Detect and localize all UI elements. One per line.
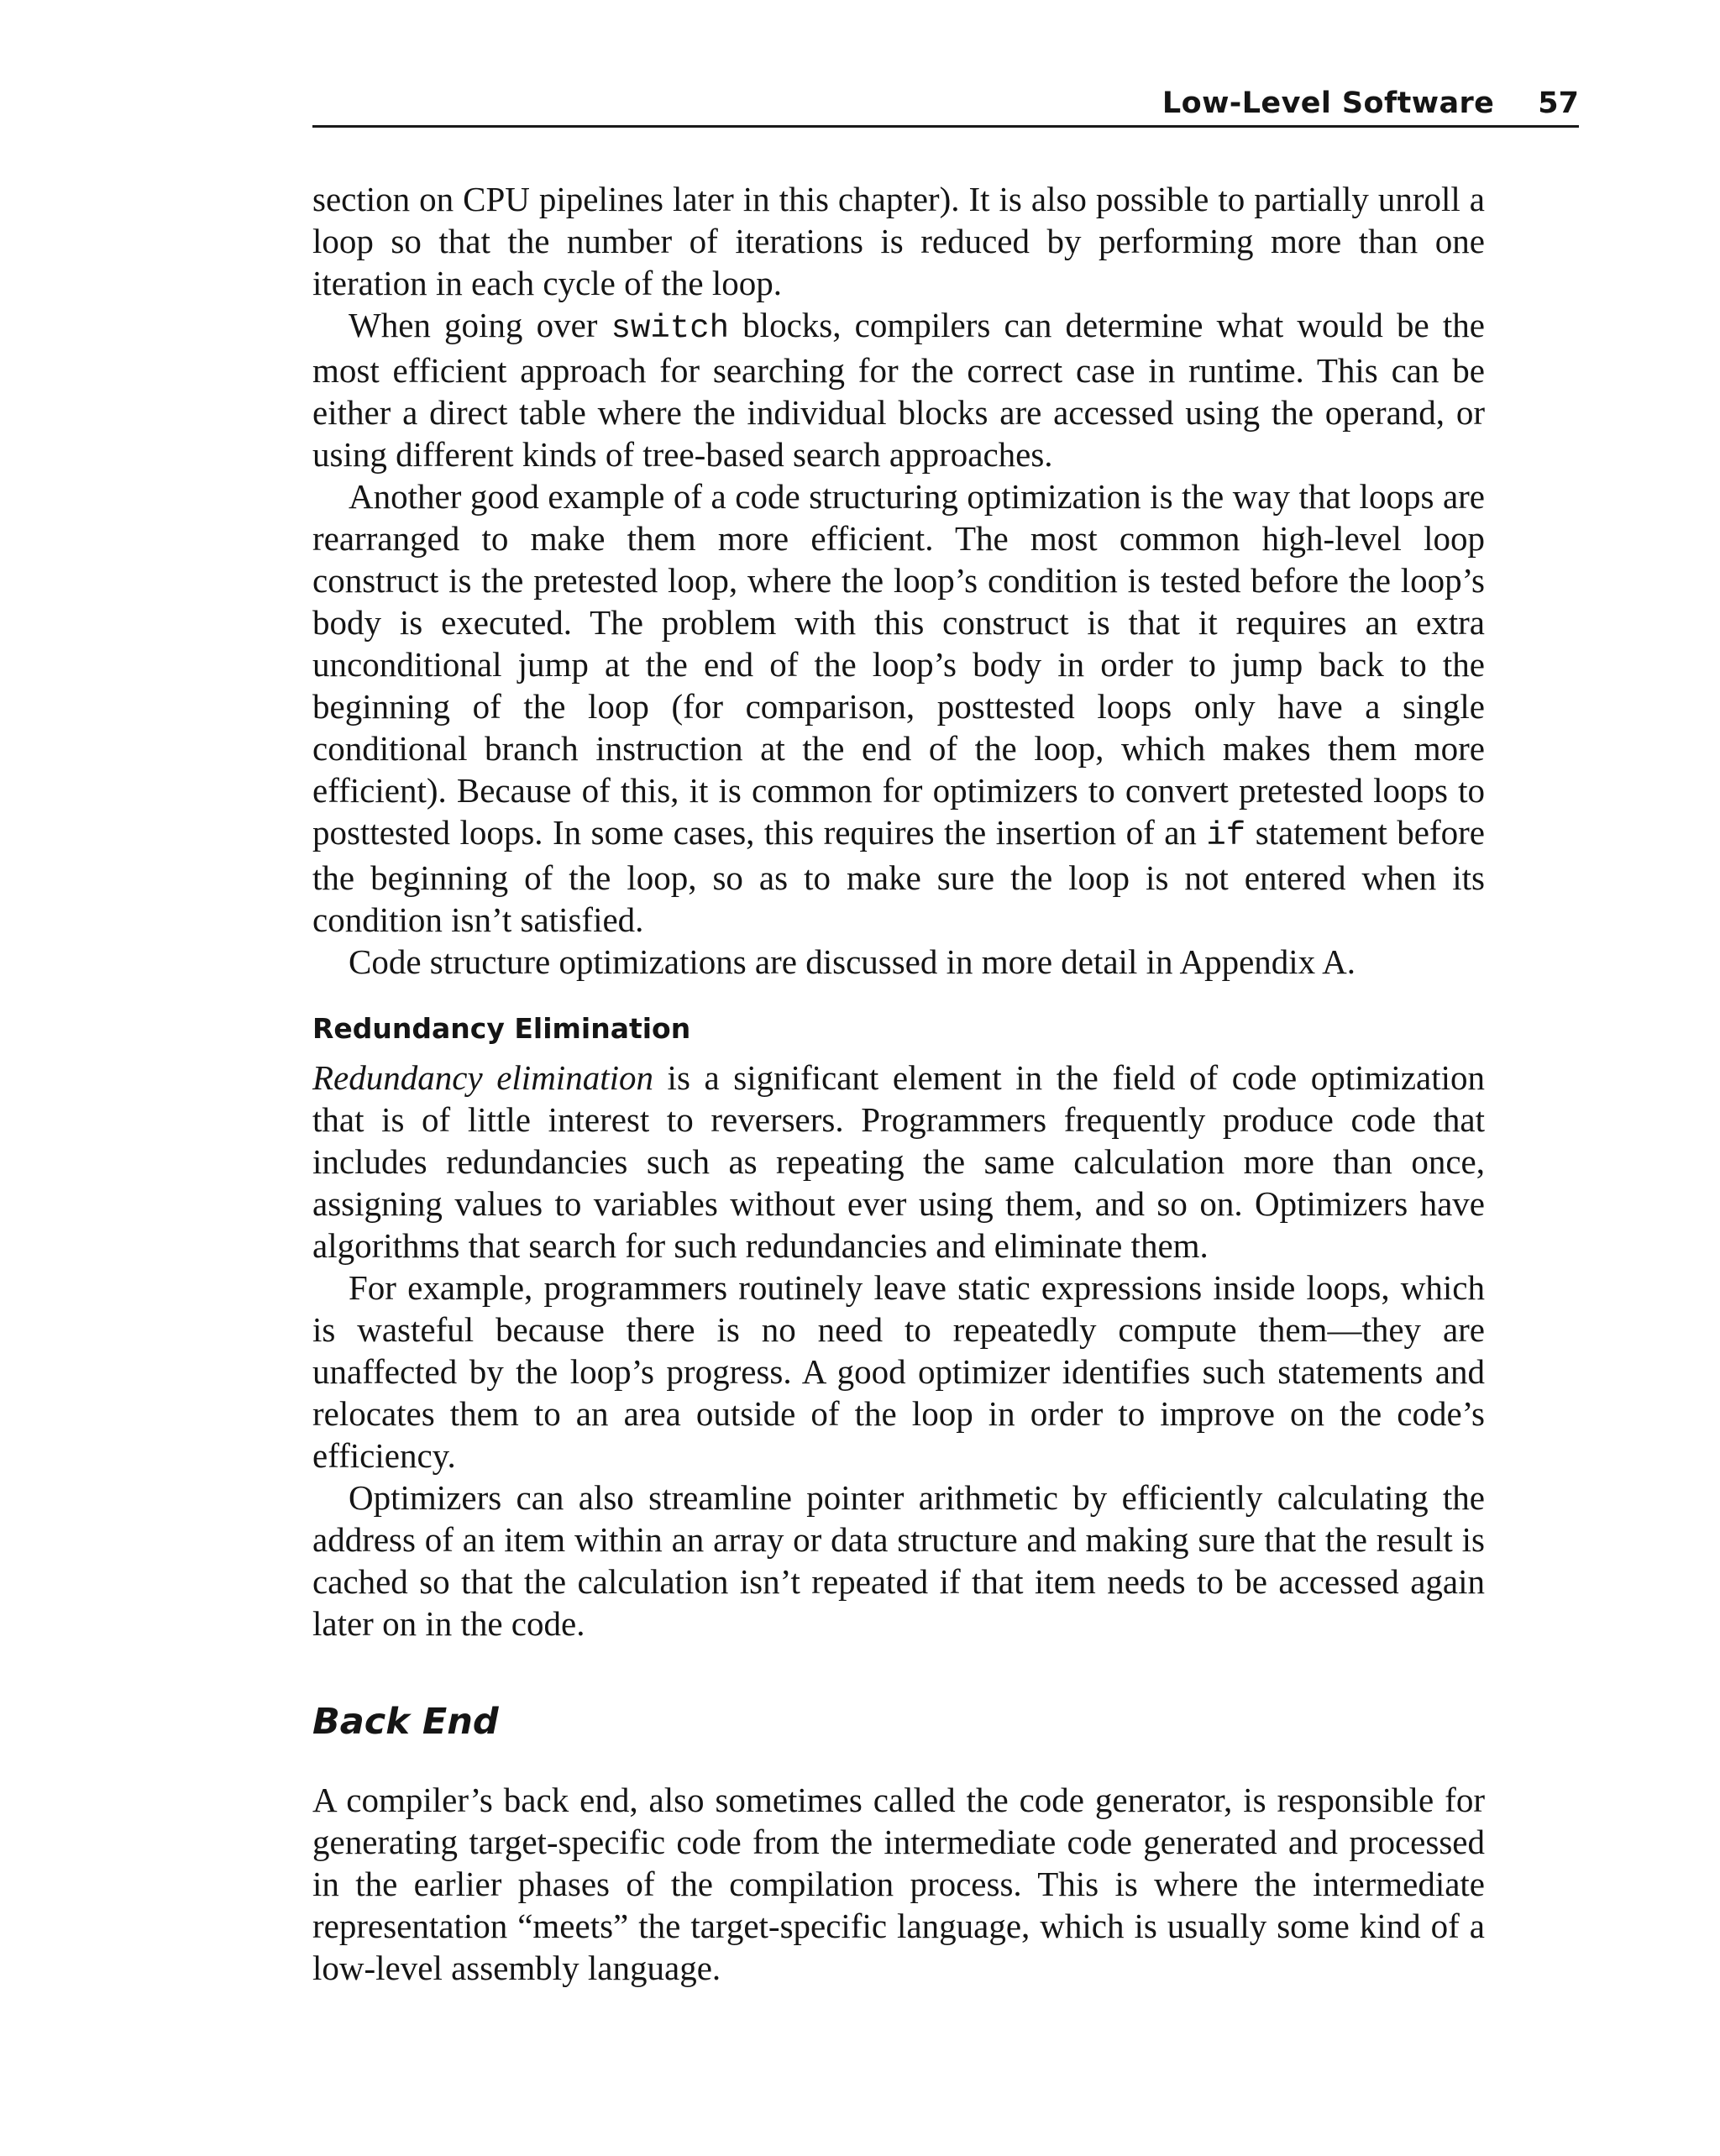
paragraph-back-end-intro: A compiler’s back end, also sometimes called the code generator, is responsible for generating target-specific code from the intermediate code generated and processed in the earlier phases of the compilation process. This is where the intermediate representation “meets” the target-specific language, which is usually some kind of a low-level assembly language. <box>312 1781 1485 1987</box>
italic-term: Redundancy elimination <box>312 1058 653 1097</box>
paragraph-switch-blocks <box>312 304 1485 475</box>
paragraph-redundancy-intro <box>312 1057 1485 1267</box>
text-run: blocks, compilers can determine what would be the most efficient approach for searching for the correct case in runtime. This can be either a direct table where the individual blocks are accessed using the operand, or using different kinds of tree-based search approaches. <box>312 306 1485 474</box>
subheading-redundancy-elimination: Redundancy Elimination <box>312 1012 691 1045</box>
page-header <box>312 81 1579 128</box>
page-body <box>312 178 1485 1989</box>
paragraph-pointer-arithmetic: Optimizers can also streamline pointer arithmetic by efficiently calculating the address of an item within an array or data structure and making sure that the result is cached so that the calculation isn’t repeated if that item needs to be accessed again later on in the code. <box>312 1478 1485 1643</box>
running-title: Low-Level Software <box>1162 87 1495 120</box>
text-run: When going over <box>349 306 611 344</box>
text-run: is a significant element in the field of code optimization that is of little interest to reversers. Programmers frequently produce code that includes redundancies such as repeating the same calculation more than once, assigning values to variables without ever using them, and so on. Optimizers have algorithms that search for such redundancies and eliminate them. <box>312 1058 1485 1265</box>
heading-back-end: Back End <box>312 1701 499 1743</box>
text-run: statement before the beginning of the loop, so as to make sure the loop is not entered when its condition isn’t satisfied. <box>312 813 1485 939</box>
paragraph-loop-restructuring <box>312 475 1485 941</box>
text-run: Another good example of a code structuring optimization is the way that loops are rearranged to make them more efficient. The most common high-level loop construct is the pretested loop, where the loop’s condition is tested before the loop’s body is executed. The problem with this construct is that it requires an extra unconditional jump at the end of the loop’s body in order to jump back to the beginning of the loop (for comparison, posttested loops only have a single conditional branch instruction at the end of the loop, which makes them more efficient). Because of this, it is common for optimizers to convert pretested loops to posttested loops. In some cases, this requires the insertion of an <box>312 477 1485 852</box>
inline-code-switch: switch <box>611 310 730 347</box>
paragraph-static-expressions: For example, programmers routinely leave static expressions inside loops, which is wasteful because there is no need to repeatedly compute them—they are unaffected by the loop’s progress. A good optimizer identifies such statements and relocates them to an area outside of the loop in order to improve on the code’s efficiency. <box>312 1268 1485 1475</box>
paragraph-appendix-reference: Code structure optimizations are discussed in more detail in Appendix A. <box>349 942 1356 981</box>
paragraph-loop-unrolling: section on CPU pipelines later in this chapter). It is also possible to partially unroll a loop so that the number of iterations is reduced by performing more than one iteration in each cycle of the loop. <box>312 180 1485 302</box>
inline-code-if: if <box>1206 817 1246 854</box>
page-number: 57 <box>1538 87 1579 120</box>
